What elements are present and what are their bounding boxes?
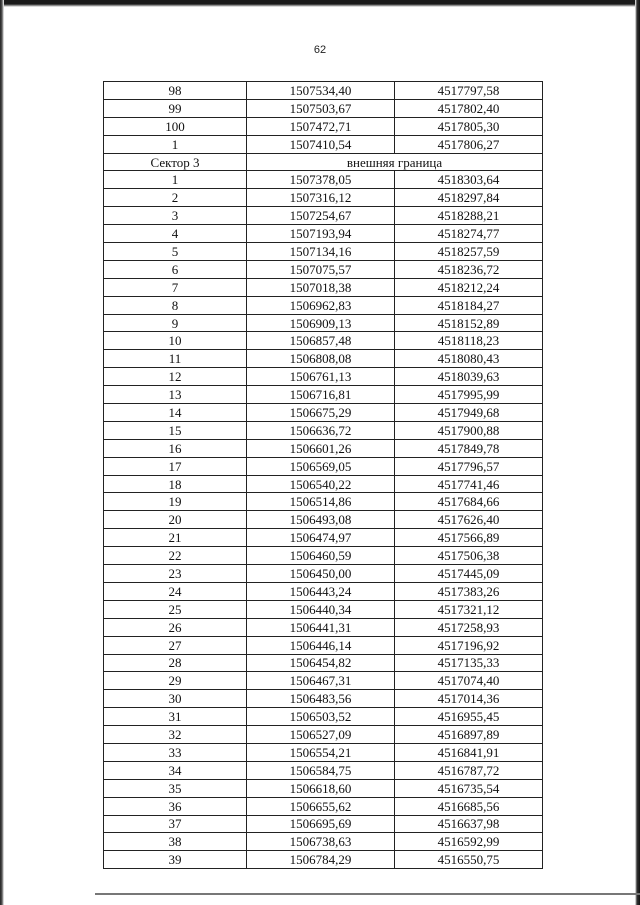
- x-coordinate-cell: 1506440,34: [247, 600, 395, 618]
- point-number-cell: 10: [104, 332, 247, 350]
- y-coordinate-cell: 4518152,89: [395, 314, 543, 332]
- y-coordinate-cell: 4517014,36: [395, 690, 543, 708]
- y-coordinate-cell: 4516685,56: [395, 797, 543, 815]
- x-coordinate-cell: 1507075,57: [247, 260, 395, 278]
- table-row: [104, 618, 543, 636]
- point-number-cell: 3: [104, 207, 247, 225]
- y-coordinate-cell: 4516550,75: [395, 851, 543, 869]
- table-row: [104, 260, 543, 278]
- table-row: [104, 278, 543, 296]
- table-row: [104, 350, 543, 368]
- x-coordinate-cell: 1507254,67: [247, 207, 395, 225]
- y-coordinate-cell: 4516735,54: [395, 779, 543, 797]
- point-number-cell: 39: [104, 851, 247, 869]
- y-coordinate-cell: 4516637,98: [395, 815, 543, 833]
- y-coordinate-cell: 4517074,40: [395, 672, 543, 690]
- y-coordinate-cell: 4517797,58: [395, 82, 543, 100]
- x-coordinate-cell: 1506695,69: [247, 815, 395, 833]
- table-row: [104, 457, 543, 475]
- table-row: [104, 386, 543, 404]
- point-number-cell: 35: [104, 779, 247, 797]
- x-coordinate-cell: 1506454,82: [247, 654, 395, 672]
- x-coordinate-cell: 1506514,86: [247, 493, 395, 511]
- y-coordinate-cell: 4518039,63: [395, 368, 543, 386]
- y-coordinate-cell: 4517900,88: [395, 421, 543, 439]
- x-coordinate-cell: 1507410,54: [247, 135, 395, 153]
- point-number-cell: 36: [104, 797, 247, 815]
- table-row: [104, 99, 543, 117]
- table-row: [104, 421, 543, 439]
- x-coordinate-cell: 1507534,40: [247, 82, 395, 100]
- scan-edge-left: [0, 0, 4, 905]
- x-coordinate-cell: 1506450,00: [247, 565, 395, 583]
- table-section-previous: [104, 82, 543, 154]
- y-coordinate-cell: 4517805,30: [395, 117, 543, 135]
- point-number-cell: 6: [104, 260, 247, 278]
- point-number-cell: 28: [104, 654, 247, 672]
- y-coordinate-cell: 4517196,92: [395, 636, 543, 654]
- y-coordinate-cell: 4518212,24: [395, 278, 543, 296]
- sector-title: внешняя граница: [247, 153, 543, 171]
- point-number-cell: 34: [104, 761, 247, 779]
- y-coordinate-cell: 4518303,64: [395, 171, 543, 189]
- x-coordinate-cell: 1506441,31: [247, 618, 395, 636]
- x-coordinate-cell: 1506446,14: [247, 636, 395, 654]
- scan-edge-right: [635, 0, 640, 905]
- x-coordinate-cell: 1506443,24: [247, 582, 395, 600]
- point-number-cell: 22: [104, 547, 247, 565]
- x-coordinate-cell: 1506636,72: [247, 421, 395, 439]
- table-row: [104, 171, 543, 189]
- point-number-cell: 18: [104, 475, 247, 493]
- table-row: [104, 225, 543, 243]
- table-row: [104, 690, 543, 708]
- sector-header-row: [104, 153, 543, 171]
- table-row: [104, 672, 543, 690]
- table-row: [104, 743, 543, 761]
- table-row: [104, 404, 543, 422]
- table-section-header: [104, 153, 543, 171]
- x-coordinate-cell: 1506527,09: [247, 726, 395, 744]
- x-coordinate-cell: 1506761,13: [247, 368, 395, 386]
- y-coordinate-cell: 4517995,99: [395, 386, 543, 404]
- x-coordinate-cell: 1507018,38: [247, 278, 395, 296]
- x-coordinate-cell: 1506738,63: [247, 833, 395, 851]
- point-number-cell: 24: [104, 582, 247, 600]
- x-coordinate-cell: 1506540,22: [247, 475, 395, 493]
- point-number-cell: 98: [104, 82, 247, 100]
- x-coordinate-cell: 1506601,26: [247, 439, 395, 457]
- point-number-cell: 100: [104, 117, 247, 135]
- point-number-cell: 12: [104, 368, 247, 386]
- x-coordinate-cell: 1506962,83: [247, 296, 395, 314]
- y-coordinate-cell: 4518288,21: [395, 207, 543, 225]
- table-row: [104, 636, 543, 654]
- table-row: [104, 368, 543, 386]
- y-coordinate-cell: 4518274,77: [395, 225, 543, 243]
- point-number-cell: 29: [104, 672, 247, 690]
- point-number-cell: 1: [104, 171, 247, 189]
- table-row: [104, 600, 543, 618]
- y-coordinate-cell: 4518257,59: [395, 243, 543, 261]
- table-row: [104, 439, 543, 457]
- table-row: [104, 189, 543, 207]
- table-row: [104, 332, 543, 350]
- point-number-cell: 15: [104, 421, 247, 439]
- x-coordinate-cell: 1506909,13: [247, 314, 395, 332]
- table-row: [104, 207, 543, 225]
- point-number-cell: 19: [104, 493, 247, 511]
- point-number-cell: 14: [104, 404, 247, 422]
- point-number-cell: 11: [104, 350, 247, 368]
- y-coordinate-cell: 4516897,89: [395, 726, 543, 744]
- point-number-cell: 8: [104, 296, 247, 314]
- y-coordinate-cell: 4517849,78: [395, 439, 543, 457]
- y-coordinate-cell: 4517802,40: [395, 99, 543, 117]
- x-coordinate-cell: 1506655,62: [247, 797, 395, 815]
- x-coordinate-cell: 1506467,31: [247, 672, 395, 690]
- y-coordinate-cell: 4518184,27: [395, 296, 543, 314]
- y-coordinate-cell: 4517258,93: [395, 618, 543, 636]
- table-row: [104, 314, 543, 332]
- x-coordinate-cell: 1507378,05: [247, 171, 395, 189]
- y-coordinate-cell: 4516955,45: [395, 708, 543, 726]
- x-coordinate-cell: 1506474,97: [247, 529, 395, 547]
- point-number-cell: 25: [104, 600, 247, 618]
- table-row: [104, 815, 543, 833]
- x-coordinate-cell: 1506808,08: [247, 350, 395, 368]
- point-number-cell: 21: [104, 529, 247, 547]
- y-coordinate-cell: 4517445,09: [395, 565, 543, 583]
- table-row: [104, 475, 543, 493]
- y-coordinate-cell: 4517626,40: [395, 511, 543, 529]
- x-coordinate-cell: 1506716,81: [247, 386, 395, 404]
- y-coordinate-cell: 4516841,91: [395, 743, 543, 761]
- x-coordinate-cell: 1506460,59: [247, 547, 395, 565]
- x-coordinate-cell: 1506569,05: [247, 457, 395, 475]
- table-row: [104, 761, 543, 779]
- point-number-cell: 17: [104, 457, 247, 475]
- point-number-cell: 30: [104, 690, 247, 708]
- table-row: [104, 243, 543, 261]
- point-number-cell: 2: [104, 189, 247, 207]
- table-row: [104, 779, 543, 797]
- y-coordinate-cell: 4517135,33: [395, 654, 543, 672]
- page-number: 62: [313, 44, 327, 56]
- point-number-cell: 5: [104, 243, 247, 261]
- y-coordinate-cell: 4516592,99: [395, 833, 543, 851]
- x-coordinate-cell: 1506493,08: [247, 511, 395, 529]
- x-coordinate-cell: 1507472,71: [247, 117, 395, 135]
- point-number-cell: 38: [104, 833, 247, 851]
- x-coordinate-cell: 1507503,67: [247, 99, 395, 117]
- table-row: [104, 851, 543, 869]
- table-row: [104, 82, 543, 100]
- point-number-cell: 99: [104, 99, 247, 117]
- coordinates-table: [103, 81, 543, 869]
- table-row: [104, 582, 543, 600]
- y-coordinate-cell: 4518236,72: [395, 260, 543, 278]
- point-number-cell: 33: [104, 743, 247, 761]
- point-number-cell: 27: [104, 636, 247, 654]
- x-coordinate-cell: 1506675,29: [247, 404, 395, 422]
- table-row: [104, 493, 543, 511]
- x-coordinate-cell: 1507316,12: [247, 189, 395, 207]
- table-row: [104, 117, 543, 135]
- x-coordinate-cell: 1506584,75: [247, 761, 395, 779]
- x-coordinate-cell: 1507134,16: [247, 243, 395, 261]
- y-coordinate-cell: 4518118,23: [395, 332, 543, 350]
- table-row: [104, 797, 543, 815]
- point-number-cell: 16: [104, 439, 247, 457]
- point-number-cell: 13: [104, 386, 247, 404]
- point-number-cell: 37: [104, 815, 247, 833]
- y-coordinate-cell: 4517741,46: [395, 475, 543, 493]
- point-number-cell: 4: [104, 225, 247, 243]
- sector-label: Сектор 3: [104, 153, 247, 171]
- table-section-sector-3: [104, 171, 543, 869]
- x-coordinate-cell: 1506483,56: [247, 690, 395, 708]
- point-number-cell: 9: [104, 314, 247, 332]
- y-coordinate-cell: 4517806,27: [395, 135, 543, 153]
- point-number-cell: 20: [104, 511, 247, 529]
- x-coordinate-cell: 1506554,21: [247, 743, 395, 761]
- point-number-cell: 26: [104, 618, 247, 636]
- point-number-cell: 7: [104, 278, 247, 296]
- table-row: [104, 547, 543, 565]
- y-coordinate-cell: 4518080,43: [395, 350, 543, 368]
- y-coordinate-cell: 4517383,26: [395, 582, 543, 600]
- y-coordinate-cell: 4517321,12: [395, 600, 543, 618]
- table-row: [104, 708, 543, 726]
- table-row: [104, 565, 543, 583]
- table-row: [104, 529, 543, 547]
- table-row: [104, 135, 543, 153]
- y-coordinate-cell: 4517684,66: [395, 493, 543, 511]
- scan-edge-top: [0, 0, 640, 7]
- y-coordinate-cell: 4517949,68: [395, 404, 543, 422]
- table-row: [104, 833, 543, 851]
- y-coordinate-cell: 4517796,57: [395, 457, 543, 475]
- y-coordinate-cell: 4517566,89: [395, 529, 543, 547]
- point-number-cell: 23: [104, 565, 247, 583]
- x-coordinate-cell: 1506784,29: [247, 851, 395, 869]
- y-coordinate-cell: 4518297,84: [395, 189, 543, 207]
- point-number-cell: 32: [104, 726, 247, 744]
- table-row: [104, 726, 543, 744]
- x-coordinate-cell: 1507193,94: [247, 225, 395, 243]
- table-row: [104, 511, 543, 529]
- x-coordinate-cell: 1506503,52: [247, 708, 395, 726]
- x-coordinate-cell: 1506618,60: [247, 779, 395, 797]
- y-coordinate-cell: 4517506,38: [395, 547, 543, 565]
- table-row: [104, 296, 543, 314]
- point-number-cell: 1: [104, 135, 247, 153]
- scan-edge-bottom: [95, 893, 640, 895]
- x-coordinate-cell: 1506857,48: [247, 332, 395, 350]
- table-row: [104, 654, 543, 672]
- y-coordinate-cell: 4516787,72: [395, 761, 543, 779]
- point-number-cell: 31: [104, 708, 247, 726]
